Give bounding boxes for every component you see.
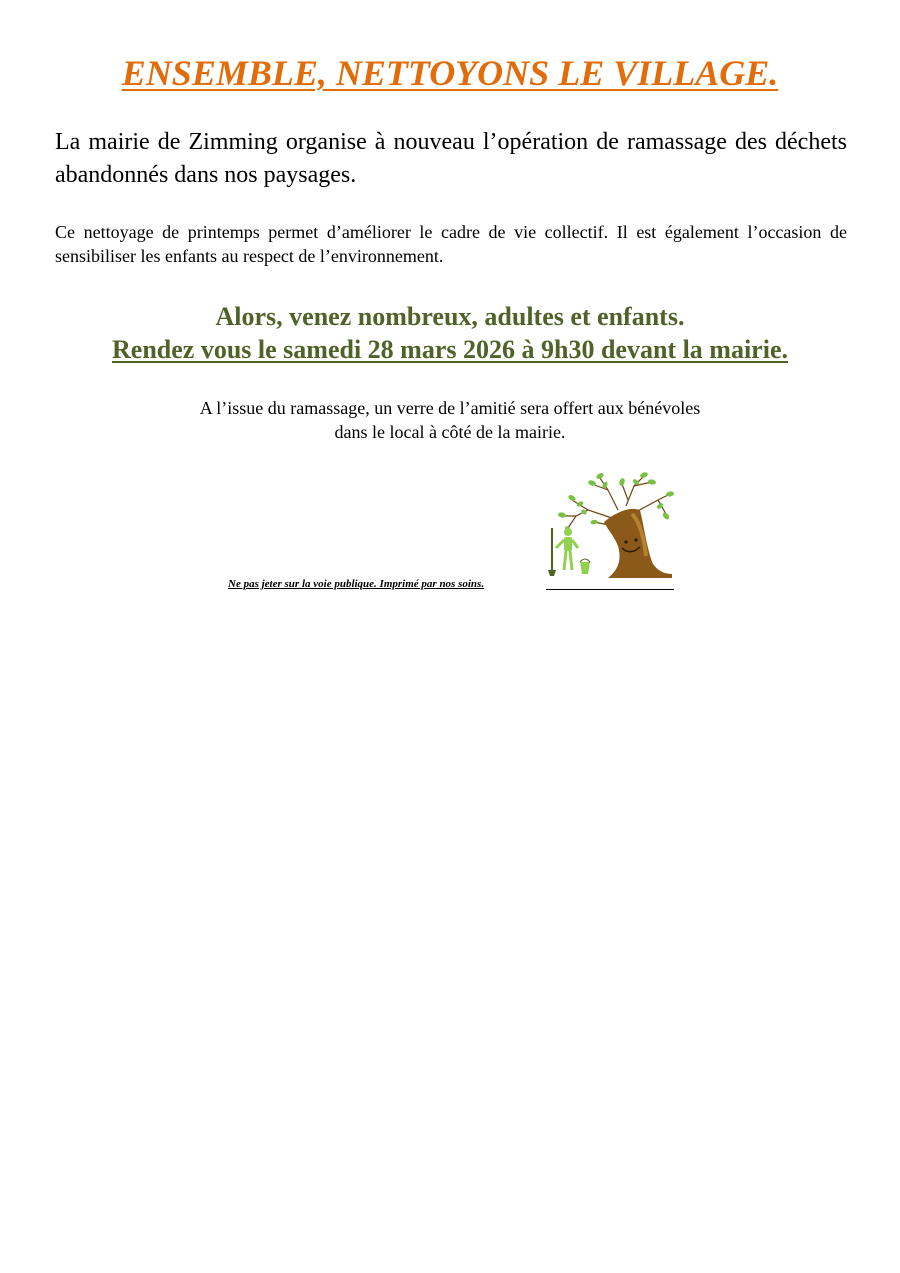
closing-line-1: A l’issue du ramassage, un verre de l’amitié sera offert aux bénévoles: [199, 398, 701, 418]
footer-note: Ne pas jeter sur la voie publique. Imprimé par nos soins.: [228, 578, 485, 590]
body-paragraph: Ce nettoyage de printemps permet d’améliorer le cadre de vie collectif. Il est également l’occasion de sensibiliser les enfants au respect de l’environnement.: [55, 222, 847, 266]
footer-underline: [546, 589, 674, 590]
page-title: ENSEMBLE, NETTOYONS LE VILLAGE.: [121, 53, 779, 93]
callout-line-2: Rendez vous le samedi 28 mars 2026 à 9h30 devant la mairie.: [112, 335, 788, 364]
closing-line-2: dans le local à côté de la mairie.: [334, 422, 566, 442]
callout-line-1: Alors, venez nombreux, adultes et enfants.: [215, 302, 685, 331]
tree-and-child-icon: [548, 470, 674, 588]
intro-paragraph: La mairie de Zimming organise à nouveau l’opération de ramassage des déchets abandonnés dans nos paysages.: [55, 129, 847, 188]
callout-block: [0, 300, 900, 366]
footer-row: [228, 470, 674, 592]
closing-block: [0, 396, 900, 444]
